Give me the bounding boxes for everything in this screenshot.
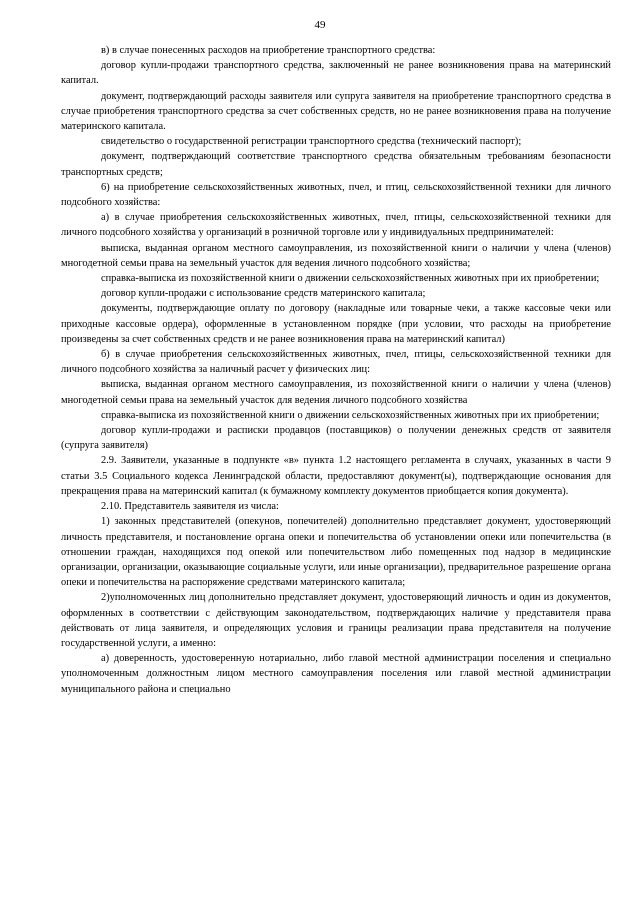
paragraph: документ, подтверждающий расходы заявителя или супруга заявителя на приобретение транспортного средства в случае приобретения транспортного средства за счет собственных средств, но не ранее возникновения права на получение материнского капитала. — [61, 90, 611, 133]
page-number: 49 — [314, 19, 326, 31]
paragraph: б) в случае приобретения сельскохозяйственных животных, пчел, птицы, сельскохозяйственной техники для личного подсобного хозяйства за наличный расчет у физических лиц: — [61, 349, 611, 376]
paragraph: справка-выписка из похозяйственной книги о движении сельскохозяйственных животных при их приобретении; — [101, 409, 600, 421]
paragraph: выписка, выданная органом местного самоуправления, из похозяйственной книги о наличии у члена (членов) многодетной семьи права на земельный участок для ведения личного подсобного хозяйства — [61, 379, 611, 406]
paragraph: 2)уполномоченных лиц дополнительно представляет документ, удостоверяющий личность и один из документов, оформленных в соответствии с действующим законодательством, подтверждающих наличие у представителя права действовать от лица заявителя, и определяющих условия и границы реализации права представителя на получение государственной услуги, а именно: — [61, 592, 611, 649]
paragraph: документы, подтверждающие оплату по договору (накладные или товарные чеки, а также кассовые чеки или приходные кассовые ордера), оформленные в установленном порядке (при условии, что расходы на приобретение произведены за счет собственных средств и не ранее возникновения права на материнский капитал) — [61, 303, 611, 345]
paragraph: договор купли-продажи и расписки продавцов (поставщиков) о получении денежных средств от заявителя (супруга заявителя) — [61, 425, 611, 452]
paragraph: свидетельство о государственной регистрации транспортного средства (технический паспорт); — [101, 136, 522, 148]
paragraph: выписка, выданная органом местного самоуправления, из похозяйственной книги о наличии у члена (членов) многодетной семьи права на земельный участок для ведения личного подсобного хозяйства; — [61, 242, 611, 269]
paragraph: договор купли-продажи транспортного средства, заключенный не ранее возникновения права на материнский капитал. — [61, 60, 611, 87]
paragraph: документ, подтверждающий соответствие транспортного средства обязательным требованиям безопасности транспортных средств; — [61, 151, 611, 178]
paragraph: 2.10. Представитель заявителя из числа: — [101, 501, 279, 513]
paragraph: договор купли-продажи с использование средств материнского капитала; — [101, 288, 426, 300]
document-body — [61, 43, 611, 697]
paragraph: 2.9. Заявители, указанные в подпункте «в» пункта 1.2 настоящего регламента в случаях, указанных в части 9 статьи 3.5 Социального кодекса Ленинградской области, предоставляют документ(ы), подтверждающие основания для прекращения права на материнский капитал (к бумажному комплекту документов приобщается копия документа). — [61, 455, 611, 497]
paragraph: в) в случае понесенных расходов на приобретение транспортного средства: — [101, 45, 436, 56]
paragraph: справка-выписка из похозяйственной книги о движении сельскохозяйственных животных при их приобретении; — [101, 273, 600, 285]
paragraph: а) доверенность, удостоверенную нотариально, либо главой местной администрации поселения и специально уполномоченным должностным лицом местного самоуправления поселения или главой местной администрации муниципального района и специально — [61, 653, 611, 695]
paragraph: а) в случае приобретения сельскохозяйственных животных, пчел, птицы, сельскохозяйственной техники для личного подсобного хозяйства у организаций в розничной торговле или у индивидуальных предпринимателей: — [61, 212, 611, 239]
paragraph: 1) законных представителей (опекунов, попечителей) дополнительно представляет документ, удостоверяющий личность представителя, и постановление органа опеки и попечительства об установлении опеки или попечительства (в отношении граждан, находящихся под опекой или попечительством либо помещенных под надзор в медицинские организации, организации, оказывающие социальные услуги, или иные организации), предварительное разрешение органа опеки и попечительства на распоряжение средствами материнского капитала; — [61, 516, 611, 589]
paragraph: 6) на приобретение сельскохозяйственных животных, пчел, и птиц, сельскохозяйственной техники для личного подсобного хозяйства: — [61, 181, 611, 209]
